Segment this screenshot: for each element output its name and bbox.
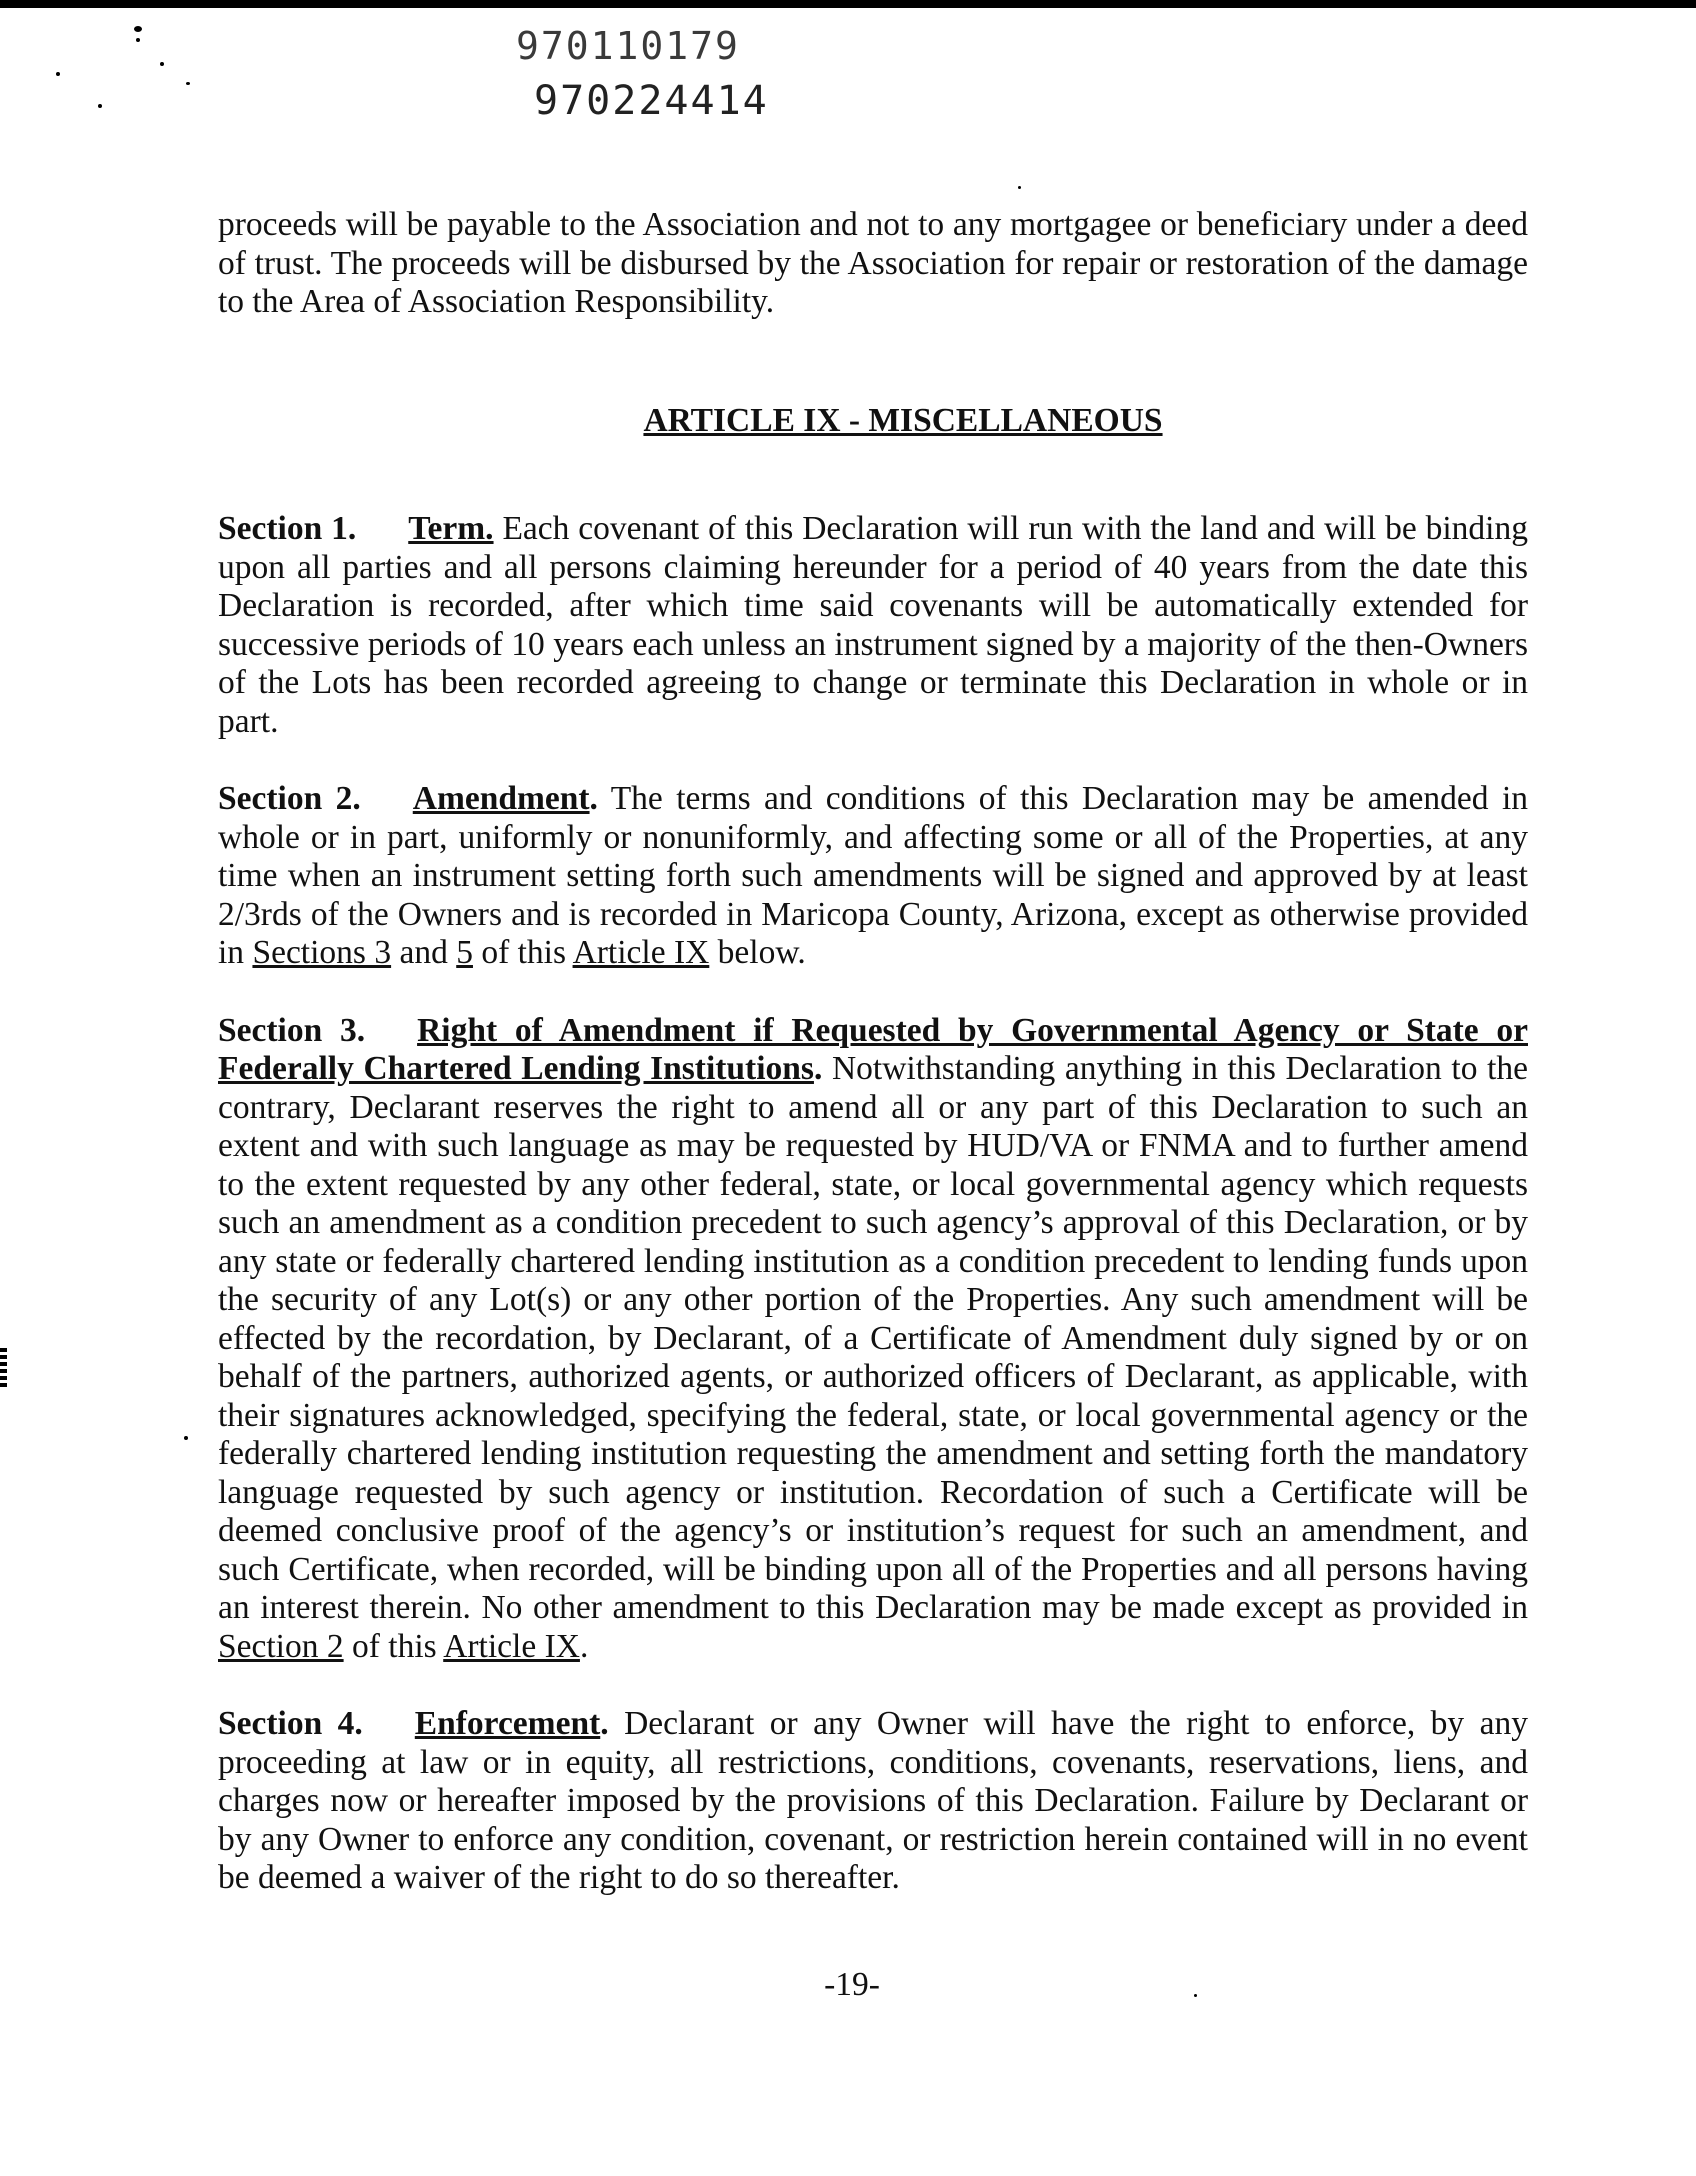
section-1-term <box>218 510 1528 741</box>
document-body <box>218 206 1528 1937</box>
intro-paragraph: proceeds will be payable to the Association and not to any mortgagee or beneficiary under a deed of trust. The proceeds will be disbursed by the Association for repair or restoration of the damage to the Area of Association Responsibility. <box>218 206 1528 320</box>
cross-reference-article: Article IX <box>572 934 710 971</box>
scan-margin-marks <box>0 1348 7 1388</box>
section-title: Right of Amendment if Requested by Governmental Agency or State or Federally Chartered Lending Institutions <box>218 1011 1528 1087</box>
recording-stamp-number-1: 970110179 <box>516 24 740 68</box>
cross-reference-sections: Sections 3 <box>252 934 392 971</box>
scan-speck <box>184 1436 188 1440</box>
cross-reference-section-2: Section 2 <box>218 1627 344 1665</box>
section-title: Term. <box>408 510 494 547</box>
section-4-enforcement <box>218 1705 1528 1898</box>
section-body: Notwithstanding anything in this Declaration to the contrary, Declarant reserves the right to amend all or any part of this Declaration to such an extent and with such language as may be requested by HUD/VA or FNMA and to further amend to the extent requested by any other federal, state, or local governmental agency which requests such an amendment as a condition precedent to such agency’s approval of this Declaration, or by any state or federally chartered lending institution as a condition precedent to lending funds upon the security of any Lot(s) or any other portion of the Properties. Any such amendment will be effected by the recordation, by Declarant, of a Certificate of Amendment duly signed by or on behalf of the partners, authorized agents, or authorized officers of Declarant, as applicable, with their signatures acknowledged, specifying the federal, state, or local governmental agency or the federally chartered lending institution requesting the amendment and setting forth the mandatory language requested by such agency or institution. Recordation of such a Certificate will be deemed conclusive proof of the agency’s or institution’s request for such an amendment, and such Certificate, when recorded, will be binding upon all of the Properties and all persons having an interest therein. No other amendment to this Declaration may be made except as provided in <box>218 1050 1528 1626</box>
section-2-amendment <box>218 780 1528 973</box>
section-title-period: . <box>813 1050 823 1087</box>
section-body-end: below. <box>709 934 806 971</box>
section-body: Each covenant of this Declaration will run with the land and will be binding upon all parties and all persons claiming hereunder for a period of 40 years from the date this Declaration is recorded, after which time said covenants will be automatically extended for successive periods of 10 years each unless an instrument signed by a majority of the then-Owners of the Lots has been recorded agreeing to change or terminate this Declaration in whole or in part. <box>218 510 1528 740</box>
section-label: Section 2. <box>218 780 361 817</box>
scan-speck <box>134 26 142 32</box>
scan-speck <box>56 72 60 76</box>
section-body-connector: of this <box>343 1627 444 1665</box>
section-title-period: . <box>600 1705 609 1742</box>
scan-speck <box>136 38 140 42</box>
cross-reference-article: Article IX <box>443 1627 580 1665</box>
section-title: Enforcement <box>414 1705 601 1742</box>
cross-reference-section-5: 5 <box>456 934 473 971</box>
section-title-period: . <box>589 780 598 817</box>
section-body-connector: of this <box>472 934 573 971</box>
scan-speck <box>160 62 164 66</box>
scan-speck <box>186 82 190 85</box>
page-number: -19- <box>824 1966 880 2003</box>
section-body: Declarant or any Owner will have the right to enforce, by any proceeding at law or in equity, all restrictions, conditions, covenants, reservations, liens, and charges now or hereafter imposed by the provisions of this Declaration. Failure by Declarant or by any Owner to enforce any condition, covenant, or restriction herein contained will in no event be deemed a waiver of the right to do so thereafter. <box>218 1705 1528 1896</box>
section-label: Section 3. <box>218 1011 366 1049</box>
section-body-end: . <box>579 1627 589 1665</box>
section-label: Section 1. <box>218 510 357 547</box>
section-body-connector: and <box>391 934 457 971</box>
scan-speck <box>98 104 102 108</box>
section-title: Amendment <box>412 780 590 817</box>
scan-speck <box>1018 186 1021 189</box>
section-3-right-of-amendment <box>218 1012 1528 1667</box>
article-heading: ARTICLE IX - MISCELLANEOUS <box>643 401 1163 439</box>
recording-stamp-number-2: 970224414 <box>534 78 769 124</box>
section-body: The terms and conditions of this Declaration may be amended in whole or in part, uniformly or nonuniformly, and affecting some or all of the Properties, at any time when an instrument setting forth such amendments will be signed and approved by at least 2/3rds of the Owners and is recorded in Maricopa County, Arizona, except as otherwise provided in <box>218 780 1529 971</box>
section-label: Section 4. <box>218 1705 363 1742</box>
scan-top-edge <box>0 0 1696 8</box>
